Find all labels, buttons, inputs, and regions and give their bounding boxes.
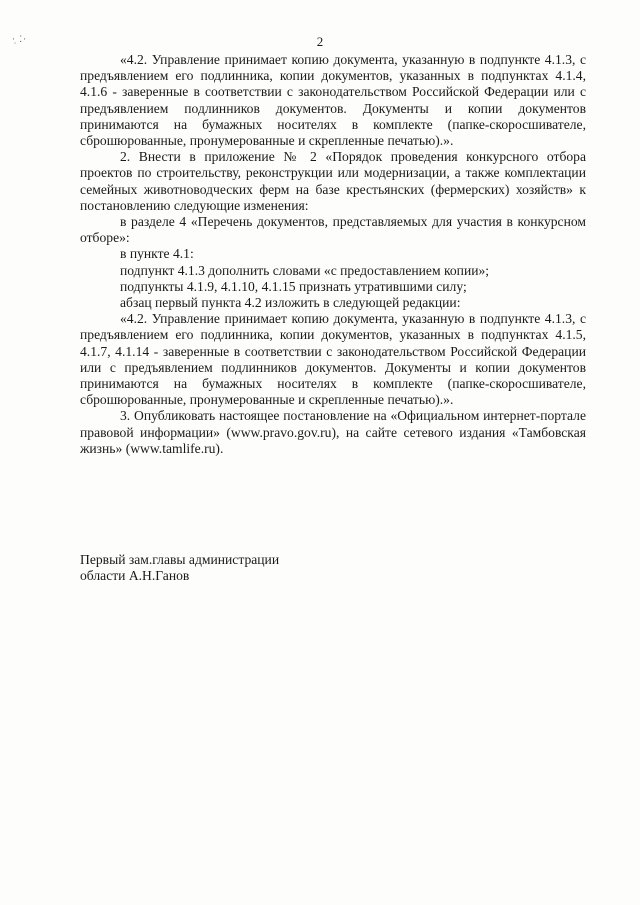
paragraph-point-4-1: в пункте 4.1: <box>120 246 194 262</box>
paragraph-item-3: 3. Опубликовать настоящее постановление на «Официальном интернет-портале правовой информации» (www.pravo.gov.ru), на сайте сетевого издания «Тамбовская жизнь» (www.tamlife.ru). <box>80 408 586 456</box>
paragraph-4-2-first: «4.2. Управление принимает копию документа, указанную в подпункте 4.1.3, с предъявлением его подлинника, копии документов, указанных в подпунктах 4.1.4, 4.1.6 - заверенные в соответствии с законодательством Российской Федерации или с предъявлением подлинников документов. Документы и копии документов принимаются на бумажных носителях в комплекте (папке-скоросшивателе, сброшюрованные, пронумерованные и скрепленные печатью).». <box>80 52 586 149</box>
page-number: 2 <box>316 34 324 49</box>
paragraph-subpoint-4-1-3: подпункт 4.1.3 дополнить словами «с предоставлением копии»; <box>120 262 490 278</box>
signature-block <box>80 552 279 584</box>
paragraph-subpoints-repealed: подпункты 4.1.9, 4.1.10, 4.1.15 признать утратившими силу; <box>120 278 467 294</box>
paragraph-4-2-second: «4.2. Управление принимает копию документа, указанную в подпункте 4.1.3, с предъявлением его подлинника, копии документов, указанных в подпунктах 4.1.5, 4.1.7, 4.1.14 - заверенные в соответствии с законодательством Российской Федерации или с предъявлением подлинников документов. Документы и копии документов принимаются на бумажных носителях в комплекте (папке-скоросшивателе, сброшюрованные, пронумерованные и скрепленные печатью).». <box>80 311 586 408</box>
paragraph-item-2: 2. Внести в приложение № 2 «Порядок проведения конкурсного отбора проектов по строительству, реконструкции или модернизации, а также комплектации семейных животноводческих ферм на базе крестьянских (фермерских) хозяйств» к постановлению следующие изменения: <box>80 149 586 213</box>
document-body <box>80 52 586 457</box>
signature-title: Первый зам.главы администрации <box>80 552 280 567</box>
scan-artifact: ·̣ ⁚· <box>12 34 28 44</box>
paragraph-first-4-2: абзац первый пункта 4.2 изложить в следующей редакции: <box>120 295 461 311</box>
paragraph-section-4: в разделе 4 «Перечень документов, представляемых для участия в конкурсном отборе»: <box>80 214 586 246</box>
signature-name: области А.Н.Ганов <box>80 568 190 584</box>
